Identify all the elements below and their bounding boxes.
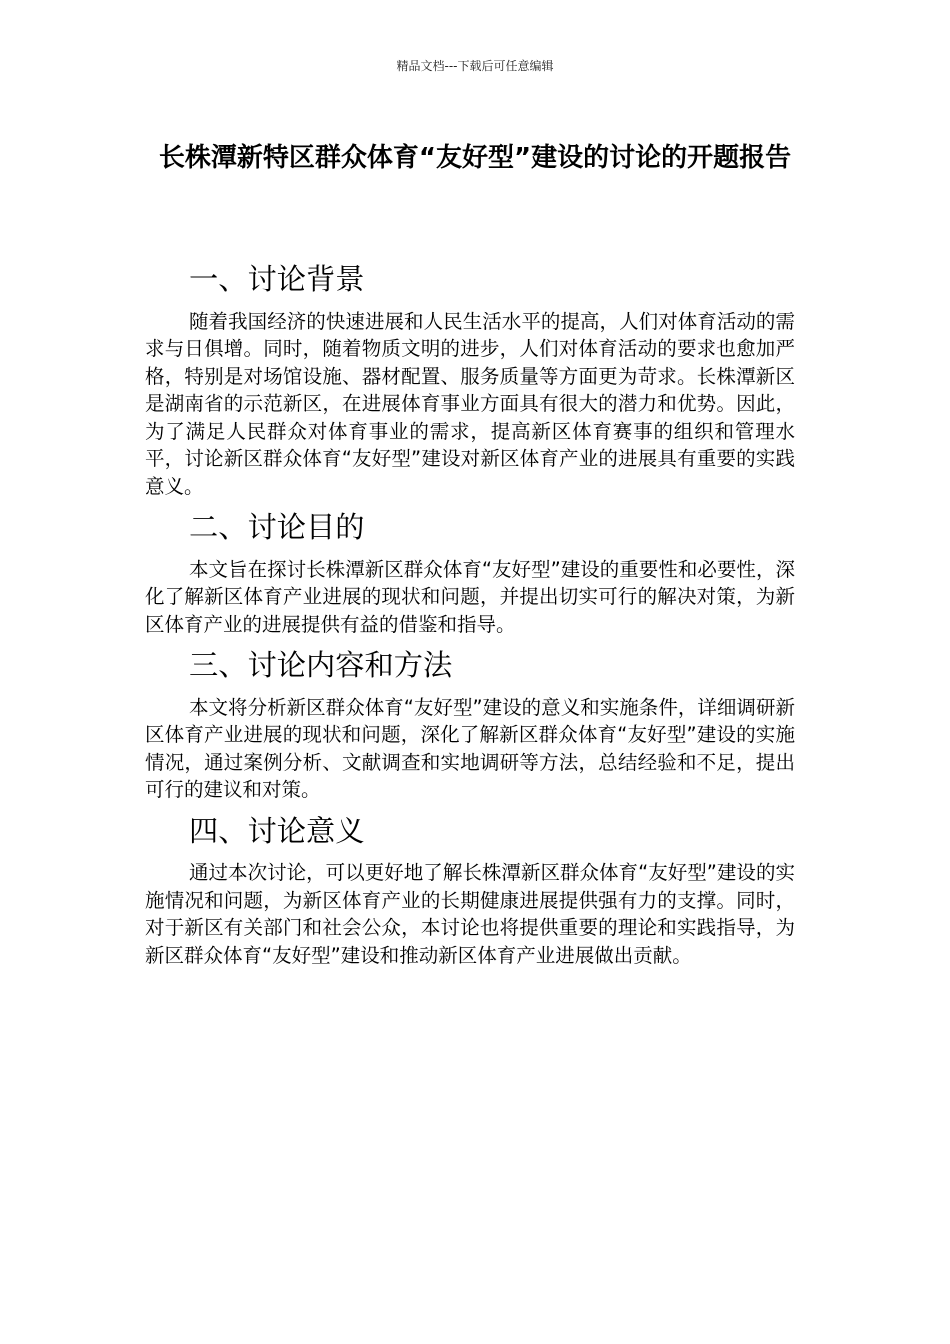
page-header-note: 精品文档---下载后可任意编辑 — [396, 59, 554, 73]
section-paragraph-content-methods: 本文将分析新区群众体育“友好型”建设的意义和实施条件，详细调研新区体育产业进展的现状和问题，深化了解新区群众体育“友好型”建设的实施情况，通过案例分析、文献调查和实地调研等方法，总结经验和不足，提出可行的建议和对策。 — [145, 695, 795, 801]
section-paragraph-purpose: 本文旨在探讨长株潭新区群众体育“友好型”建设的重要性和必要性，深化了解新区体育产业进展的现状和问题，并提出切实可行的解决对策，为新区体育产业的进展提供有益的借鉴和指导。 — [145, 557, 795, 636]
document-title: 长株潭新特区群众体育“友好型”建设的讨论的开题报告 — [158, 143, 792, 173]
section-heading-background: 一、讨论背景 — [189, 262, 365, 296]
section-heading-content-methods: 三、讨论内容和方法 — [189, 648, 453, 682]
document-body — [145, 262, 795, 983]
section-paragraph-significance: 通过本次讨论，可以更好地了解长株潭新区群众体育“友好型”建设的实施情况和问题，为新区体育产业的长期健康进展提供强有力的支撑。同时，对于新区有关部门和社会公众，本讨论也将提供重要的理论和实践指导，为新区群众体育“友好型”建设和推动新区体育产业进展做出贡献。 — [145, 861, 795, 967]
section-heading-purpose: 二、讨论目的 — [189, 510, 365, 544]
section-paragraph-background: 随着我国经济的快速进展和人民生活水平的提高，人们对体育活动的需求与日俱增。同时，随着物质文明的进步，人们对体育活动的要求也愈加严格，特别是对场馆设施、器材配置、服务质量等方面更为苛求。长株潭新区是湖南省的示范新区，在进展体育事业方面具有很大的潜力和优势。因此，为了满足人民群众对体育事业的需求，提高新区体育赛事的组织和管理水平，讨论新区群众体育“友好型”建设对新区体育产业的进展具有重要的实践意义。 — [145, 309, 795, 498]
section-heading-significance: 四、讨论意义 — [189, 813, 365, 848]
